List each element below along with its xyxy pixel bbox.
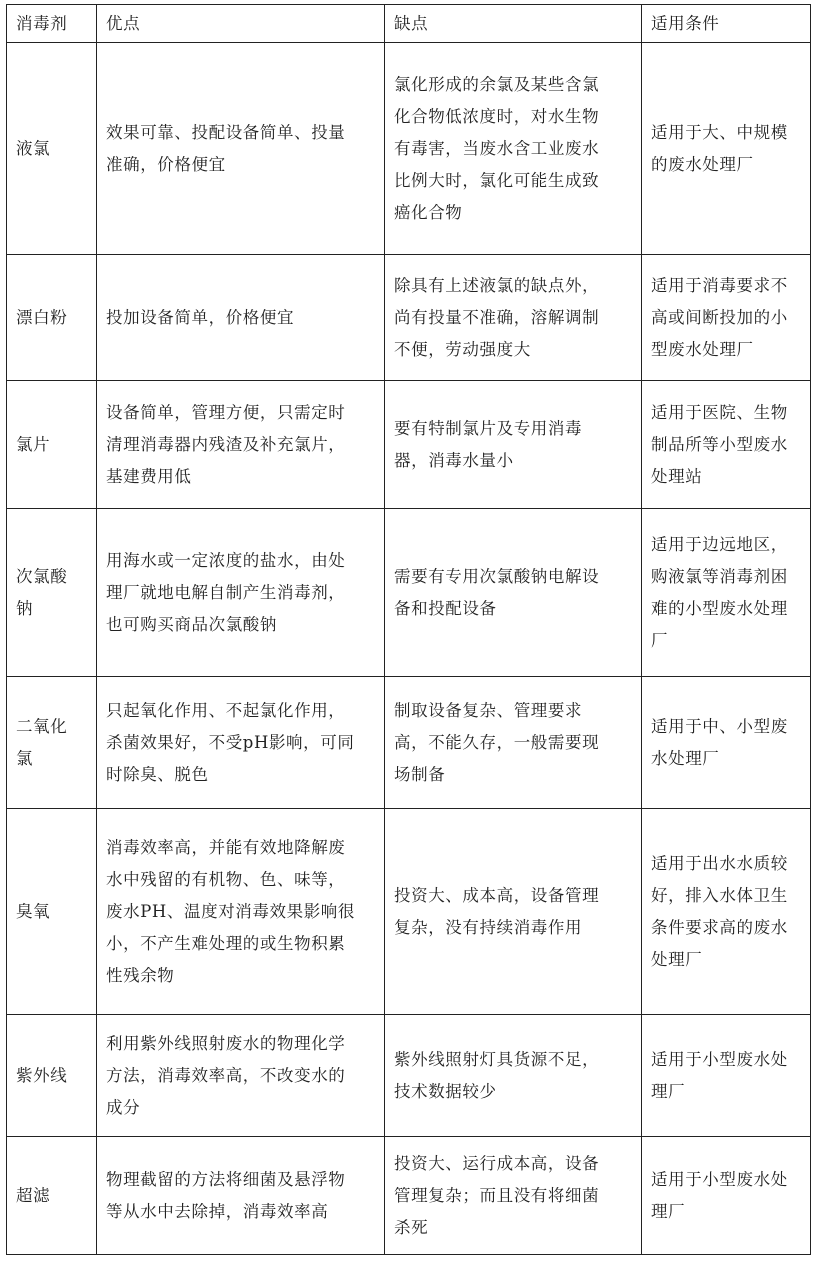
pros-cell: 效果可靠、投配设备简单、投量 准确，价格便宜 — [97, 43, 385, 255]
table-row — [7, 381, 811, 509]
pros-cell: 用海水或一定浓度的盐水，由处 理厂就地电解自制产生消毒剂， 也可购买商品次氯酸钠 — [97, 509, 385, 677]
agent-cell: 氯片 — [7, 381, 97, 509]
pros-cell: 利用紫外线照射废水的物理化学 方法，消毒效率高，不改变水的 成分 — [97, 1015, 385, 1137]
pros-cell: 设备简单，管理方便，只需定时 清理消毒器内残渣及补充氯片， 基建费用低 — [97, 381, 385, 509]
agent-cell: 二氧化 氯 — [7, 677, 97, 809]
conditions-cell: 适用于中、小型废 水处理厂 — [642, 677, 811, 809]
conditions-cell: 适用于出水水质较 好，排入水体卫生 条件要求高的废水 处理厂 — [642, 809, 811, 1015]
pros-cell: 只起氧化作用、不起氯化作用， 杀菌效果好，不受pH影响，可同 时除臭、脱色 — [97, 677, 385, 809]
table-row — [7, 509, 811, 677]
conditions-cell: 适用于大、中规模 的废水处理厂 — [642, 43, 811, 255]
agent-cell: 次氯酸 钠 — [7, 509, 97, 677]
conditions-cell: 适用于边远地区， 购液氯等消毒剂困 难的小型废水处理 厂 — [642, 509, 811, 677]
table-row — [7, 809, 811, 1015]
conditions-cell: 适用于小型废水处 理厂 — [642, 1015, 811, 1137]
pros-cell: 投加设备简单，价格便宜 — [97, 255, 385, 381]
table-row — [7, 677, 811, 809]
table-row — [7, 255, 811, 381]
disinfectant-comparison-table — [6, 4, 811, 1255]
cons-cell: 要有特制氯片及专用消毒 器，消毒水量小 — [385, 381, 642, 509]
table-row — [7, 1137, 811, 1255]
cons-cell: 氯化形成的余氯及某些含氯 化合物低浓度时，对水生物 有毒害，当废水含工业废水 比例大时，氯化可能生成致 癌化合物 — [385, 43, 642, 255]
cons-cell: 投资大、运行成本高，设备 管理复杂；而且没有将细菌 杀死 — [385, 1137, 642, 1255]
table-row — [7, 1015, 811, 1137]
cons-cell: 紫外线照射灯具货源不足， 技术数据较少 — [385, 1015, 642, 1137]
cons-cell: 制取设备复杂、管理要求 高，不能久存，一般需要现 场制备 — [385, 677, 642, 809]
table-row — [7, 43, 811, 255]
cons-cell: 除具有上述液氯的缺点外， 尚有投量不准确，溶解调制 不便，劳动强度大 — [385, 255, 642, 381]
agent-cell: 漂白粉 — [7, 255, 97, 381]
conditions-cell: 适用于医院、生物 制品所等小型废水 处理站 — [642, 381, 811, 509]
agent-cell: 臭氧 — [7, 809, 97, 1015]
conditions-cell: 适用于消毒要求不 高或间断投加的小 型废水处理厂 — [642, 255, 811, 381]
header-cell-pros: 优点 — [97, 5, 385, 43]
header-cell-agent: 消毒剂 — [7, 5, 97, 43]
agent-cell: 液氯 — [7, 43, 97, 255]
pros-cell: 物理截留的方法将细菌及悬浮物 等从水中去除掉，消毒效率高 — [97, 1137, 385, 1255]
agent-cell: 超滤 — [7, 1137, 97, 1255]
header-cell-cons: 缺点 — [385, 5, 642, 43]
header-cell-conditions: 适用条件 — [642, 5, 811, 43]
cons-cell: 投资大、成本高，设备管理 复杂，没有持续消毒作用 — [385, 809, 642, 1015]
header-row — [7, 5, 811, 43]
agent-cell: 紫外线 — [7, 1015, 97, 1137]
cons-cell: 需要有专用次氯酸钠电解设 备和投配设备 — [385, 509, 642, 677]
conditions-cell: 适用于小型废水处 理厂 — [642, 1137, 811, 1255]
pros-cell: 消毒效率高，并能有效地降解废 水中残留的有机物、色、味等， 废水PH、温度对消毒效果影响很 小，不产生难处理的或生物积累 性残余物 — [97, 809, 385, 1015]
